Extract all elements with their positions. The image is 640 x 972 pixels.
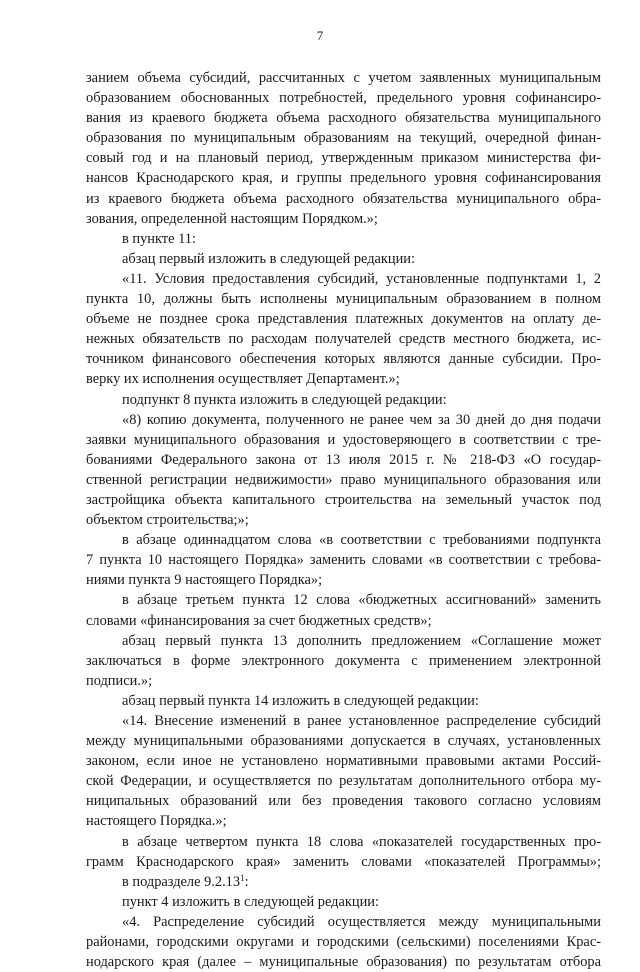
text-line-content: бованиями Федерального закона от 13 июля 2015 г. № 218-ФЗ «О государ- xyxy=(86,451,601,468)
text-line-content: пункта 10, должны быть исполнены муниципальным образованием в полном xyxy=(86,291,601,308)
text-line xyxy=(86,510,601,530)
text-line xyxy=(86,148,601,168)
text-line-tail: : xyxy=(244,873,249,890)
text-line xyxy=(86,731,601,751)
text-line xyxy=(86,128,601,148)
text-line xyxy=(86,108,601,128)
text-line xyxy=(86,530,601,550)
text-line xyxy=(86,631,601,651)
text-line xyxy=(86,932,601,952)
superscript: 1 xyxy=(240,872,245,883)
text-line-content: в абзаце четвертом пункта 18 слова «показателей государственных про- xyxy=(122,833,601,850)
text-line xyxy=(86,811,601,831)
text-line-content: абзац первый пункта 14 изложить в следующей редакции: xyxy=(122,692,479,709)
page-number: 7 xyxy=(316,28,324,43)
text-line xyxy=(86,430,601,450)
text-line xyxy=(86,209,601,229)
text-line xyxy=(86,410,601,430)
text-line xyxy=(86,229,601,249)
text-line-content: объектом строительства;»; xyxy=(86,512,249,529)
text-line xyxy=(86,329,601,349)
text-line-content: «8) копию документа, полученного не ранее чем за 30 дней до дня подачи xyxy=(122,411,601,428)
text-line xyxy=(86,390,601,410)
text-line-content: «14. Внесение изменений в ранее установленное распределение субсидий xyxy=(122,713,601,729)
text-line-content: верку их исполнения осуществляет Департамент.»; xyxy=(86,371,400,388)
text-line-content: совый год и на плановый период, утвержденным приказом министерства фи- xyxy=(86,150,601,167)
text-line-content: ственной регистрации недвижимости» право муниципального образования или xyxy=(86,471,601,488)
text-line-content: подпункт 8 пункта изложить в следующей редакции: xyxy=(122,391,447,408)
text-line-content: объеме не позднее срока представления платежных документов на оплату де- xyxy=(86,311,601,328)
text-line-content: «11. Условия предоставления субсидий, установленные подпунктами 1, 2 xyxy=(122,270,601,287)
text-line-content: между муниципальными образованиями допускается в случаях, установленных xyxy=(86,733,601,750)
text-line xyxy=(86,711,601,731)
text-line xyxy=(86,832,601,852)
text-line xyxy=(86,912,601,932)
text-line xyxy=(86,852,601,872)
text-line-content: нежных обязательств по расходам получателей средств местного бюджета, ис- xyxy=(86,331,601,348)
text-line xyxy=(86,168,601,188)
text-line xyxy=(86,550,601,570)
text-line xyxy=(86,490,601,510)
text-line xyxy=(86,952,601,972)
text-line-content: нодарского края (далее – муниципальные образования) по результатам отбора xyxy=(86,954,601,971)
text-line xyxy=(86,68,601,88)
text-line xyxy=(86,88,601,108)
text-line-content: подписи.»; xyxy=(86,672,153,689)
text-line-content: из краевого бюджета объема расходного обязательства муниципального обра- xyxy=(86,190,601,207)
text-line-content: заключаться в форме электронного документа с применением электронной xyxy=(86,652,601,669)
text-line xyxy=(86,671,601,691)
text-line xyxy=(86,269,601,289)
text-line-content: зования, определенной настоящим Порядком.»; xyxy=(86,210,378,227)
text-line-content: абзац первый изложить в следующей редакции: xyxy=(122,250,416,267)
text-line-content: ниями пункта 9 настоящего Порядка»; xyxy=(86,572,323,589)
text-line xyxy=(86,189,601,209)
text-line-content: «4. Распределение субсидий осуществляется между муниципальными xyxy=(122,913,601,930)
text-line-content: словами «финансирования за счет бюджетных средств»; xyxy=(86,612,432,629)
text-line-content: в пункте 11: xyxy=(122,230,196,247)
text-line xyxy=(86,570,601,590)
text-line xyxy=(86,450,601,470)
text-line xyxy=(86,771,601,791)
text-line-content: занием объема субсидий, рассчитанных с учетом заявленных муниципальным xyxy=(86,70,601,86)
text-line xyxy=(86,791,601,811)
text-line xyxy=(86,611,601,631)
text-line-content: нансов Краснодарского края, и группы предельного уровня софинансирования xyxy=(86,170,601,187)
text-line-content: вания из краевого бюджета объема расходного обязательства муниципального xyxy=(86,110,601,127)
text-line xyxy=(86,249,601,269)
text-line-content: настоящего Порядка.»; xyxy=(86,813,227,830)
text-line-content: заявки муниципального образования и удостоверяющего в соответствии с тре- xyxy=(86,431,601,448)
text-line-content: образования по муниципальным образованиям на текущий, очередной финан- xyxy=(86,130,601,147)
text-line xyxy=(86,892,601,912)
text-line-content: в подразделе 9.2.13 xyxy=(122,873,241,890)
document-body xyxy=(86,68,601,972)
text-line-content: застройщика объекта капитального строительства на земельный участок под xyxy=(86,491,601,508)
text-line xyxy=(86,872,601,892)
text-line-content: точником финансового обеспечения которых являются данные субсидии. Про- xyxy=(86,351,601,368)
text-line xyxy=(86,289,601,309)
text-line-content: ниципальных образований или без проведения такового согласно условиям xyxy=(86,793,601,810)
text-line-content: пункт 4 изложить в следующей редакции: xyxy=(122,893,379,910)
text-line-content: районами, городскими округами и городскими (сельскими) поселениями Крас- xyxy=(86,934,601,951)
text-line-content: абзац первый пункта 13 дополнить предложением «Соглашение может xyxy=(122,632,601,649)
text-line-content: образованием обоснованных потребностей, предельного уровня софинансиро- xyxy=(86,90,601,107)
text-line xyxy=(86,751,601,771)
text-line xyxy=(86,651,601,671)
text-line xyxy=(86,369,601,389)
text-line-content: законом, если иное не установлено нормативными правовыми актами Россий- xyxy=(86,753,601,770)
text-line xyxy=(86,590,601,610)
text-line xyxy=(86,691,601,711)
text-line-content: грамм Краснодарского края» заменить словами «показателей Программы»; xyxy=(86,853,601,870)
text-line xyxy=(86,309,601,329)
text-line-content: ской Федерации, и осуществляется по результатам дополнительного отбора му- xyxy=(86,773,601,790)
text-line-content: в абзаце третьем пункта 12 слова «бюджетных ассигнований» заменить xyxy=(122,592,601,609)
text-line xyxy=(86,349,601,369)
text-line xyxy=(86,470,601,490)
text-line-content: 7 пункта 10 настоящего Порядка» заменить словами «в соответствии с требова- xyxy=(86,552,601,569)
text-line-content: в абзаце одиннадцатом слова «в соответствии с требованиями подпункта xyxy=(122,532,601,549)
